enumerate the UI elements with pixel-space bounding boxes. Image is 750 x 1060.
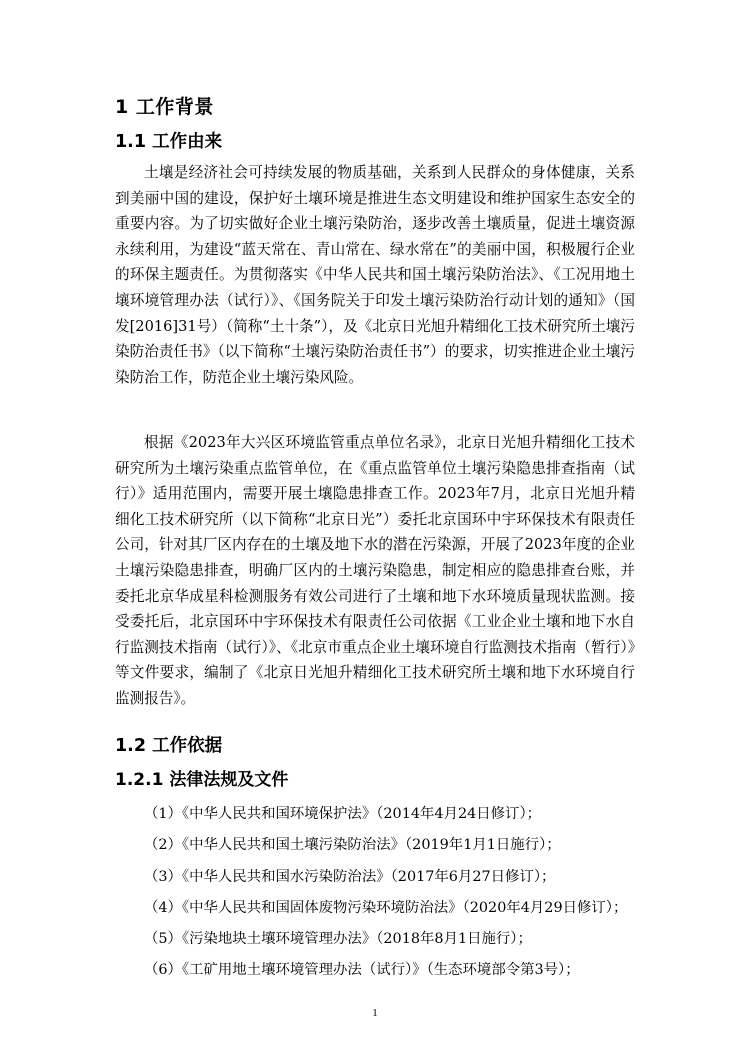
list-item: （5）《污染地块土壤环境管理办法》（2018年8月1日施行）； [144, 931, 532, 948]
section-heading-1-2: 1.2 工作依据 [115, 736, 223, 756]
section-heading-1-2-1: 1.2.1 法律法规及文件 [115, 770, 289, 790]
list-item: （3）《中华人民共和国水污染防治法》（2017年6月27日修订）； [144, 868, 556, 885]
section-heading-1: 1 工作背景 [115, 96, 214, 118]
laws-list [115, 799, 635, 987]
list-item: （2）《中华人民共和国土壤污染防治法》（2019年1月1日施行）； [144, 837, 561, 854]
paragraph-origin-2: 根据《2023年大兴区环境监管重点单位名录》，北京日光旭升精细化工技术研究所为土壤污染重点监管单位，在《重点监管单位土壤污染隐患排查指南（试行）》适用范围内，需要开展土壤隐患排查工作。2023年7月，北京日光旭升精细化工技术研究所（以下简称“北京日光”）委托北京国环中宇环保技术有限责任公司，针对其厂区内存在的土壤及地下水的潜在污染源，开展了2023年度的企业土壤污染隐患排查，明确厂区内的土壤污染隐患，制定相应的隐患排查台账，并委托北京华成星科检测服务有效公司进行了土壤和地下水环境质量现状监测。接受委托后，北京国环中宇环保技术有限责任公司依据《工业企业土壤和地下水自行监测技术指南（试行）》、《北京市重点企业土壤环境自行监测技术指南（暂行）》等文件要求，编制了《北京日光旭升精细化工技术研究所土壤和地下水环境自行监测报告》。 [115, 434, 635, 707]
section-heading-1-1: 1.1 工作由来 [115, 132, 223, 152]
page-number: 1 [372, 1007, 378, 1019]
list-item: （4）《中华人民共和国固体废物污染环境防治法》（2020年4月29日修订）； [144, 899, 628, 916]
list-item: （1）《中华人民共和国环境保护法》（2014年4月24日修订）； [144, 806, 542, 822]
list-item: （6）《工矿用地土壤环境管理办法（试行）》（生态环境部令第3号）； [144, 962, 580, 979]
paragraph-origin-1: 土壤是经济社会可持续发展的物质基础，关系到人民群众的身体健康，关系到美丽中国的建设，保护好土壤环境是推进生态文明建设和维护国家生态安全的重要内容。为了切实做好企业土壤污染防治，逐步改善土壤质量，促进土壤资源永续利用，为建设“蓝天常在、青山常在、绿水常在”的美丽中国，积极履行企业的环保主题责任。为贯彻落实《中华人民共和国土壤污染防治法》、《工况用地土壤环境管理办法（试行）》、《国务院关于印发土壤污染防治行动计划的通知》（国发[2016]31号）（简称“土十条”），及《北京日光旭升精细化工技术研究所土壤污染防治责任书》（以下简称“土壤污染防治责任书”）的要求，切实推进企业土壤污染防治工作，防范企业土壤污染风险。 [115, 164, 635, 386]
